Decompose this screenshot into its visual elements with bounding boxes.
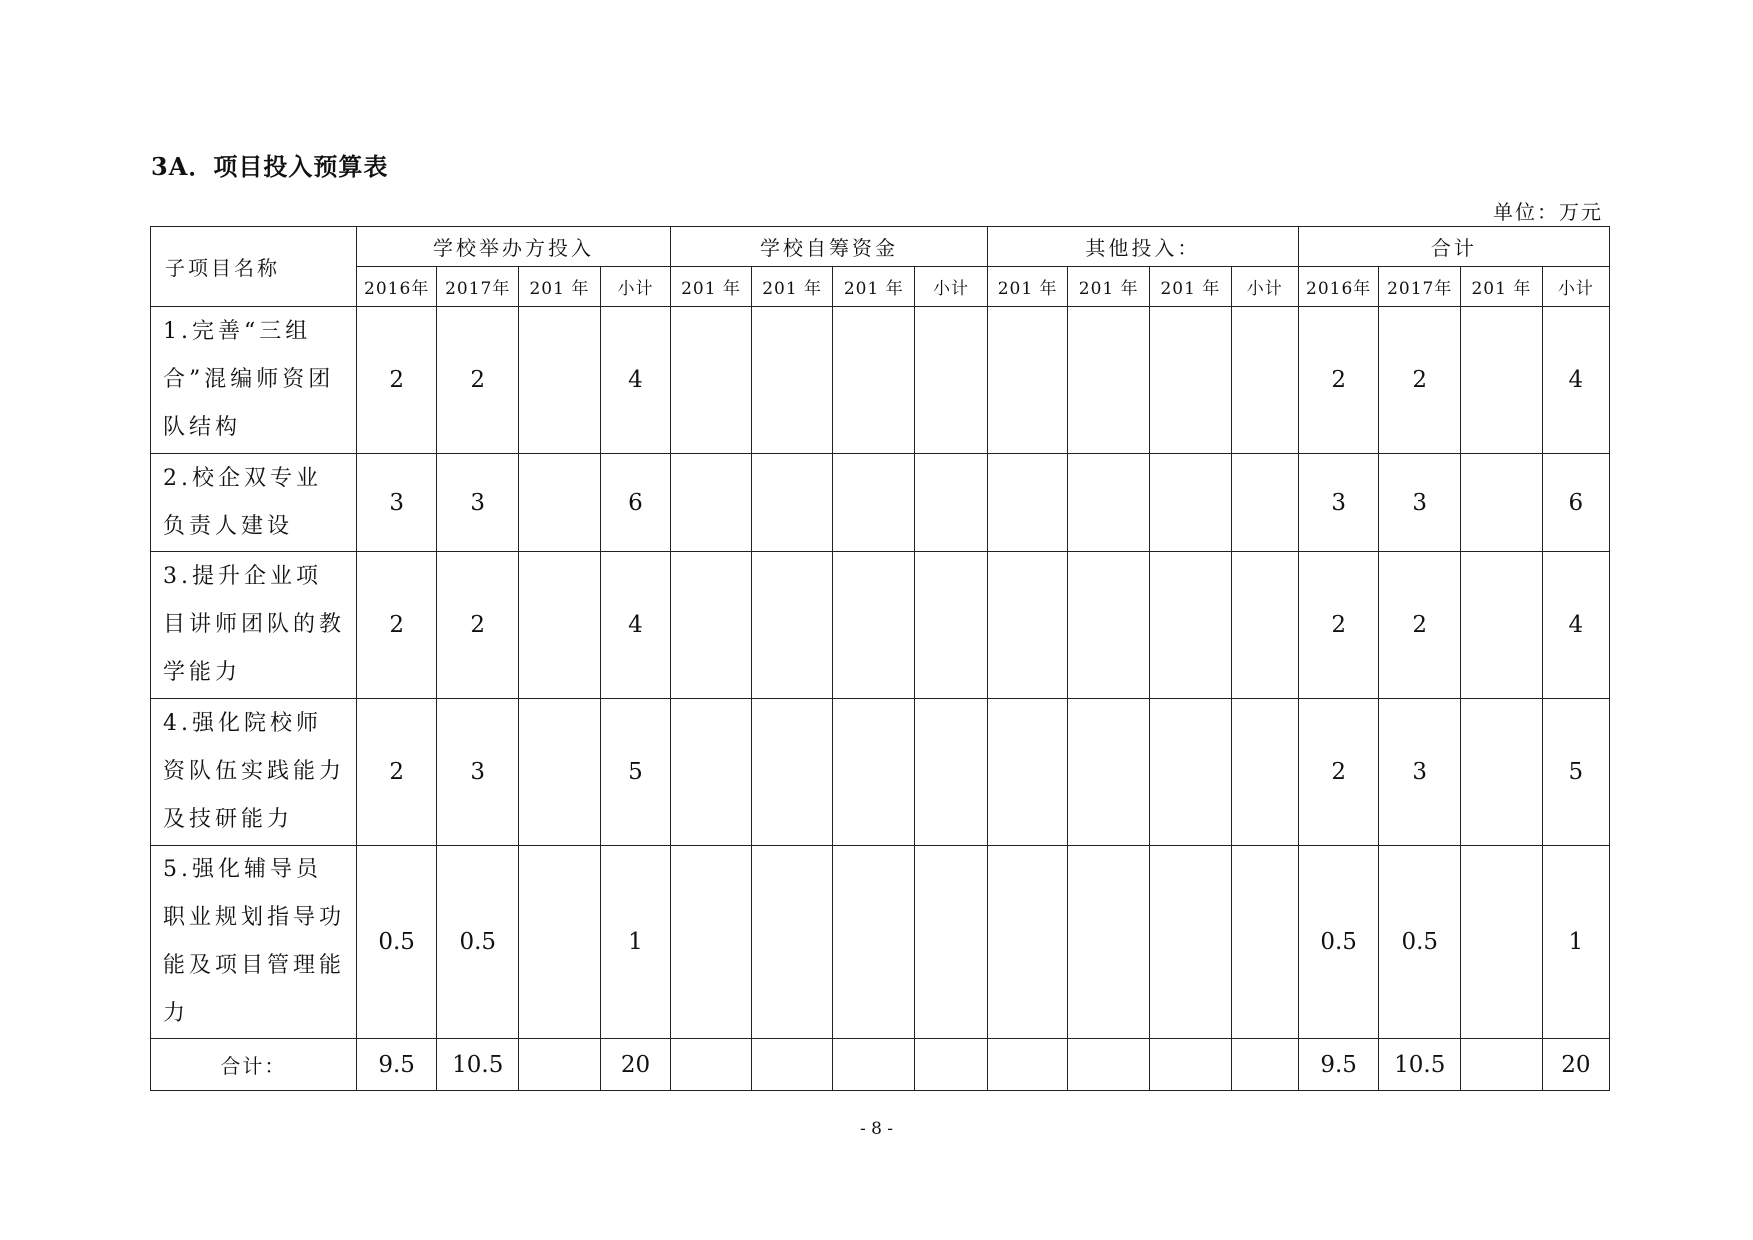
table-cell: [1461, 454, 1543, 552]
total-cell: [1461, 1039, 1543, 1091]
total-cell: 20: [600, 1039, 670, 1091]
table-cell: [519, 552, 601, 699]
table-cell: [833, 454, 915, 552]
table-cell: [671, 552, 752, 699]
table-cell: 3: [1379, 699, 1461, 846]
table-cell: [1231, 454, 1298, 552]
total-row: [151, 1039, 1610, 1091]
table-cell: [833, 307, 915, 454]
header-subcol: 小计: [915, 267, 988, 307]
table-cell: [1068, 699, 1150, 846]
page-title: 3A．项目投入预算表: [151, 152, 389, 181]
table-cell: [1068, 454, 1150, 552]
total-cell: 20: [1542, 1039, 1609, 1091]
total-cell: [751, 1039, 833, 1091]
header-subcol: 小计: [1231, 267, 1298, 307]
total-cell: [1068, 1039, 1150, 1091]
total-cell: [833, 1039, 915, 1091]
table-cell: [519, 699, 601, 846]
total-cell: [671, 1039, 752, 1091]
table-cell: [1231, 699, 1298, 846]
table-cell: [671, 307, 752, 454]
table-cell: [1461, 846, 1543, 1039]
table-cell: [1150, 454, 1232, 552]
total-cell: [987, 1039, 1068, 1091]
total-cell: 9.5: [356, 1039, 437, 1091]
table-row: [151, 846, 1610, 1039]
table-cell: 2: [356, 552, 437, 699]
table-cell: [915, 846, 988, 1039]
table-cell: [915, 454, 988, 552]
row-item-name: 5.强化辅导员职业规划指导功能及项目管理能力: [151, 846, 357, 1039]
table-cell: [519, 307, 601, 454]
table-cell: [1068, 307, 1150, 454]
table-cell: 3: [437, 699, 519, 846]
table-cell: [915, 552, 988, 699]
table-cell: 3: [356, 454, 437, 552]
total-cell: [1150, 1039, 1232, 1091]
header-group-other: 其他投入：: [987, 227, 1298, 267]
table-cell: [1150, 307, 1232, 454]
table-cell: 6: [1542, 454, 1609, 552]
header-subcol: 201 年: [833, 267, 915, 307]
table-cell: [987, 454, 1068, 552]
table-cell: [1231, 846, 1298, 1039]
budget-table: [150, 226, 1610, 1091]
table-cell: 3: [1298, 454, 1379, 552]
table-row: [151, 454, 1610, 552]
table-cell: [1068, 846, 1150, 1039]
table-cell: 2: [437, 307, 519, 454]
table-cell: [987, 307, 1068, 454]
header-subcol: 2016年: [1298, 267, 1379, 307]
table-cell: 4: [600, 307, 670, 454]
table-cell: [833, 846, 915, 1039]
header-row-groups: [151, 227, 1610, 267]
table-cell: 5: [600, 699, 670, 846]
header-subcol: 201 年: [519, 267, 601, 307]
header-subcol: 2016年: [356, 267, 437, 307]
header-subcol: 2017年: [437, 267, 519, 307]
table-cell: [1231, 307, 1298, 454]
table-cell: [987, 846, 1068, 1039]
header-group-self-raised: 学校自筹资金: [671, 227, 988, 267]
row-item-name: 4.强化院校师资队伍实践能力及技研能力: [151, 699, 357, 846]
page-number: - 8 -: [859, 1119, 894, 1139]
table-cell: 0.5: [437, 846, 519, 1039]
table-cell: [751, 454, 833, 552]
table-cell: [833, 552, 915, 699]
table-cell: [1461, 699, 1543, 846]
row-item-name: 1.完善“三组合”混编师资团队结构: [151, 307, 357, 454]
table-cell: [671, 699, 752, 846]
header-subcol: 小计: [600, 267, 670, 307]
total-label: 合计：: [151, 1039, 357, 1091]
total-cell: 10.5: [1379, 1039, 1461, 1091]
table-cell: [987, 699, 1068, 846]
header-subcol: 小计: [1542, 267, 1609, 307]
table-cell: 2: [1298, 699, 1379, 846]
header-subcol: 201 年: [1150, 267, 1232, 307]
total-cell: [915, 1039, 988, 1091]
header-name-col: 子项目名称: [151, 227, 357, 307]
total-cell: 9.5: [1298, 1039, 1379, 1091]
table-cell: [751, 699, 833, 846]
header-row-years: [151, 267, 1610, 307]
table-cell: 1: [1542, 846, 1609, 1039]
table-cell: [987, 552, 1068, 699]
total-cell: 10.5: [437, 1039, 519, 1091]
header-subcol: 201 年: [751, 267, 833, 307]
table-cell: 3: [1379, 454, 1461, 552]
table-cell: 4: [1542, 307, 1609, 454]
header-group-total: 合计: [1298, 227, 1609, 267]
header-subcol: 201 年: [1461, 267, 1543, 307]
total-cell: [1231, 1039, 1298, 1091]
table-cell: [1231, 552, 1298, 699]
table-cell: [519, 846, 601, 1039]
table-cell: 2: [356, 699, 437, 846]
table-cell: 5: [1542, 699, 1609, 846]
table-cell: 2: [1298, 307, 1379, 454]
table-cell: [751, 307, 833, 454]
header-group-school-sponsor: 学校举办方投入: [356, 227, 670, 267]
table-cell: 0.5: [1298, 846, 1379, 1039]
table-cell: 2: [1379, 552, 1461, 699]
table-cell: 1: [600, 846, 670, 1039]
row-item-name: 2.校企双专业负责人建设: [151, 454, 357, 552]
header-subcol: 2017年: [1379, 267, 1461, 307]
header-subcol: 201 年: [987, 267, 1068, 307]
header-subcol: 201 年: [1068, 267, 1150, 307]
header-subcol: 201 年: [671, 267, 752, 307]
table-cell: [833, 699, 915, 846]
unit-label: 单位：万元: [1493, 200, 1603, 224]
table-cell: 2: [1379, 307, 1461, 454]
table-cell: 2: [437, 552, 519, 699]
table-cell: [751, 552, 833, 699]
table-cell: [1461, 552, 1543, 699]
table-cell: [915, 699, 988, 846]
table-cell: 0.5: [356, 846, 437, 1039]
table-cell: 0.5: [1379, 846, 1461, 1039]
table-cell: [1068, 552, 1150, 699]
table-row: [151, 307, 1610, 454]
table-cell: 6: [600, 454, 670, 552]
table-cell: [1461, 307, 1543, 454]
table-cell: [519, 454, 601, 552]
table-cell: [671, 454, 752, 552]
table-cell: 2: [356, 307, 437, 454]
table-cell: 4: [1542, 552, 1609, 699]
total-cell: [519, 1039, 601, 1091]
table-cell: [1150, 552, 1232, 699]
table-cell: [915, 307, 988, 454]
table-cell: [1150, 846, 1232, 1039]
table-cell: [1150, 699, 1232, 846]
table-cell: 4: [600, 552, 670, 699]
table-cell: 3: [437, 454, 519, 552]
table-cell: 2: [1298, 552, 1379, 699]
table-cell: [751, 846, 833, 1039]
row-item-name: 3.提升企业项目讲师团队的教学能力: [151, 552, 357, 699]
table-cell: [671, 846, 752, 1039]
table-row: [151, 699, 1610, 846]
table-row: [151, 552, 1610, 699]
